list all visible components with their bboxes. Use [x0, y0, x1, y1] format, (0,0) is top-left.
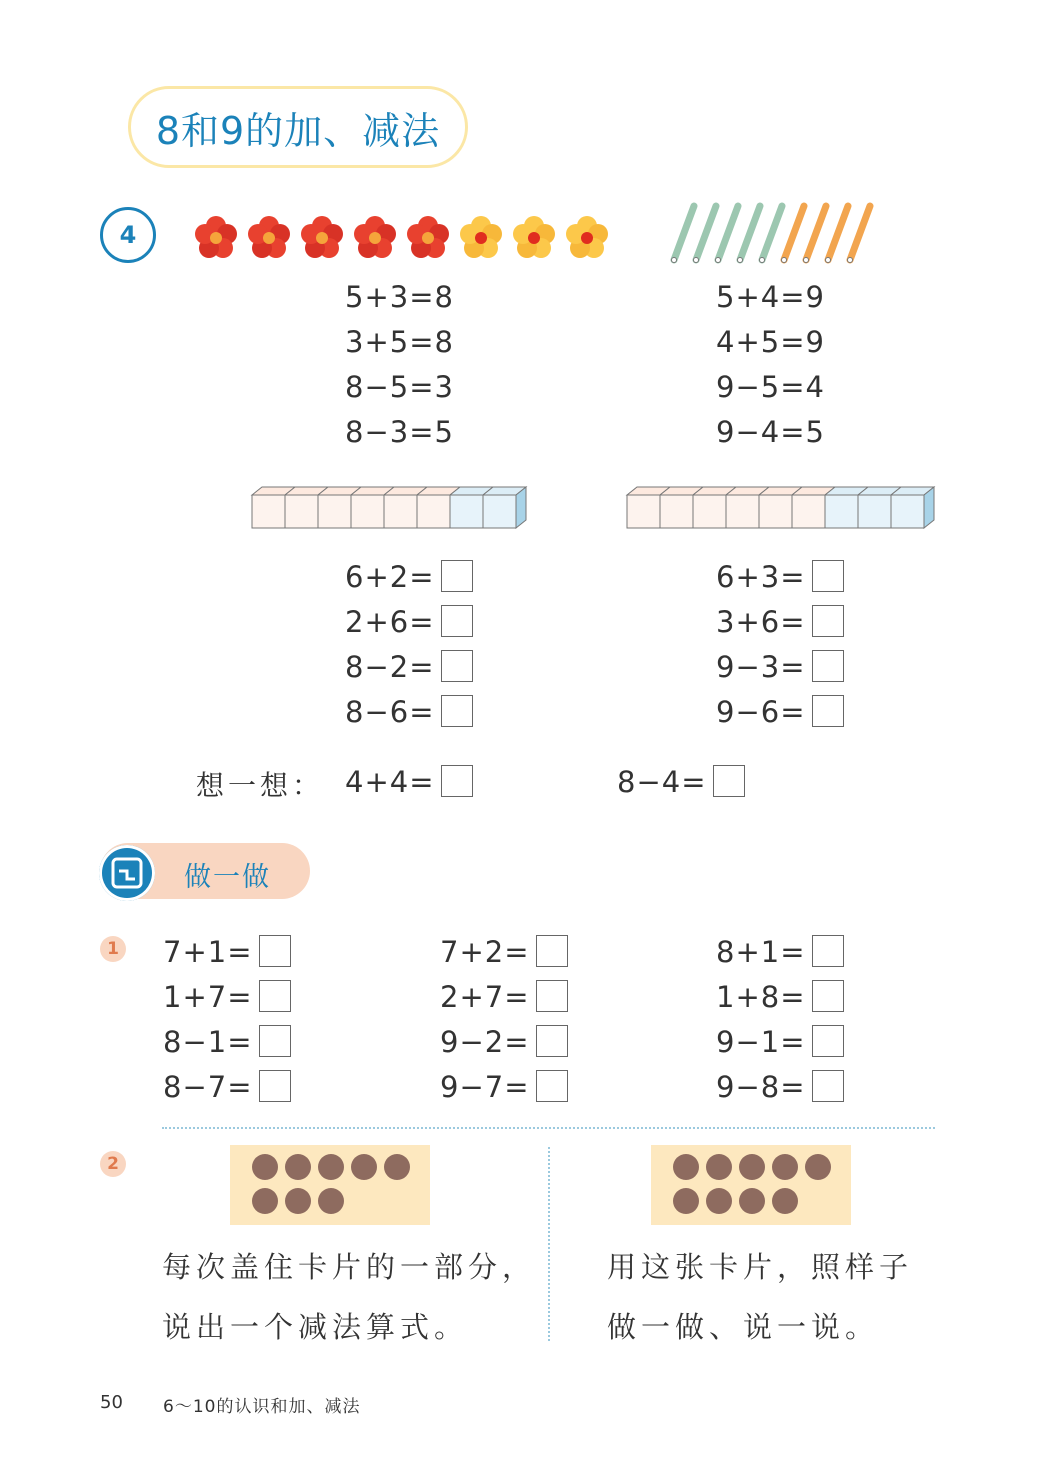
equation: 5+4=9	[716, 280, 825, 314]
do-section-icon	[99, 845, 155, 901]
fill-equation	[716, 555, 844, 600]
answer-box[interactable]	[441, 560, 473, 592]
answer-box[interactable]	[536, 935, 568, 967]
green-stick	[696, 206, 716, 260]
cube-icon	[99, 845, 155, 901]
answer-box[interactable]	[812, 695, 844, 727]
fill-equation	[440, 975, 568, 1020]
equation: 8−5=3	[345, 370, 454, 404]
fill-equation	[716, 975, 844, 1020]
chapter-title: 6～10的认识和加、减法	[163, 1397, 361, 1417]
fill-equation	[345, 600, 473, 645]
think-equation-2	[617, 760, 745, 805]
counter-dot	[318, 1154, 344, 1180]
equations-right	[716, 275, 825, 455]
equation-text: 8−7=	[163, 1070, 253, 1104]
fill-equation	[163, 930, 291, 975]
fill-equation	[440, 1065, 568, 1110]
text-line: 说出一个减法算式。	[162, 1310, 469, 1344]
fill-equation	[440, 930, 568, 975]
equation: 9−4=5	[716, 415, 825, 449]
answer-box[interactable]	[812, 605, 844, 637]
equation: 5+3=8	[345, 280, 454, 314]
answer-box[interactable]	[259, 1070, 291, 1102]
answer-box[interactable]	[812, 1070, 844, 1102]
equation-text: 9−6=	[716, 695, 806, 729]
answer-box[interactable]	[812, 980, 844, 1012]
counter-dot	[252, 1188, 278, 1214]
answer-box[interactable]	[259, 935, 291, 967]
answer-box[interactable]	[536, 1025, 568, 1057]
counter-dot	[351, 1154, 377, 1180]
think-label: 想一想：	[196, 769, 325, 802]
counter-dot	[285, 1154, 311, 1180]
equation-text: 8−2=	[345, 650, 435, 684]
instruction-left	[162, 1237, 536, 1357]
dots-left	[230, 1145, 430, 1225]
answer-box[interactable]	[441, 650, 473, 682]
equation: 3+5=8	[345, 325, 454, 359]
counter-dot	[739, 1154, 765, 1180]
counter-dot	[285, 1188, 311, 1214]
answer-box[interactable]	[713, 765, 745, 797]
equation: 4+5=9	[716, 325, 825, 359]
yellow-flower	[513, 216, 555, 258]
equation-text: 8−4=	[617, 765, 707, 799]
ex1-col2	[440, 930, 568, 1110]
fill-equation	[163, 1020, 291, 1065]
fill-left	[345, 555, 473, 735]
counter-dot	[772, 1154, 798, 1180]
instruction-right	[607, 1237, 913, 1357]
equation-text: 8+1=	[716, 935, 806, 969]
equation-text: 6+2=	[345, 560, 435, 594]
answer-box[interactable]	[259, 980, 291, 1012]
equation-text: 9−3=	[716, 650, 806, 684]
equation-text: 4+4=	[345, 765, 435, 799]
text-line: 做一做、说一说。	[607, 1310, 880, 1344]
example-badge: 4	[100, 207, 156, 263]
fill-equation	[345, 645, 473, 690]
counter-dot	[252, 1154, 278, 1180]
answer-box[interactable]	[536, 1070, 568, 1102]
green-stick	[674, 206, 694, 260]
equation-text: 9−1=	[716, 1025, 806, 1059]
counter-dot	[805, 1154, 831, 1180]
fill-equation	[716, 690, 844, 735]
yellow-flower	[460, 216, 502, 258]
ex1-col3	[716, 930, 844, 1110]
counter-dot	[384, 1154, 410, 1180]
fill-equation	[163, 1065, 291, 1110]
equation-text: 9−2=	[440, 1025, 530, 1059]
red-flower	[354, 216, 396, 258]
equation: 9−5=4	[716, 370, 825, 404]
answer-box[interactable]	[812, 560, 844, 592]
answer-box[interactable]	[441, 605, 473, 637]
answer-box[interactable]	[441, 765, 473, 797]
dot-card-right	[651, 1145, 851, 1225]
fill-equation	[716, 930, 844, 975]
fill-equation	[163, 975, 291, 1020]
equation-text: 1+8=	[716, 980, 806, 1014]
green-stick	[762, 206, 782, 260]
equation-text: 3+6=	[716, 605, 806, 639]
lesson-title: 8和9的加、减法	[128, 86, 468, 168]
equation-text: 7+2=	[440, 935, 530, 969]
red-flower	[407, 216, 449, 258]
equation-text: 2+6=	[345, 605, 435, 639]
equation-text: 8−1=	[163, 1025, 253, 1059]
fill-equation	[440, 1020, 568, 1065]
red-flower	[248, 216, 290, 258]
fill-equation	[716, 1020, 844, 1065]
red-flower	[195, 216, 237, 258]
counter-dot	[739, 1188, 765, 1214]
counter-dot	[706, 1154, 732, 1180]
equation-text: 2+7=	[440, 980, 530, 1014]
fill-equation	[345, 690, 473, 735]
counter-dot	[673, 1188, 699, 1214]
horizontal-divider	[162, 1127, 935, 1129]
equation-text: 9−8=	[716, 1070, 806, 1104]
orange-stick	[806, 206, 826, 260]
answer-box[interactable]	[536, 980, 568, 1012]
do-section-label: 做一做	[184, 862, 271, 893]
fill-equation	[716, 1065, 844, 1110]
answer-box[interactable]	[812, 935, 844, 967]
orange-stick	[828, 206, 848, 260]
orange-stick	[784, 206, 804, 260]
equation-text: 1+7=	[163, 980, 253, 1014]
think-equation-1	[345, 760, 473, 805]
dot-card-left	[230, 1145, 430, 1225]
equation-text: 7+1=	[163, 935, 253, 969]
counter-dot	[772, 1188, 798, 1214]
answer-box[interactable]	[812, 650, 844, 682]
cubes-right	[625, 483, 945, 533]
fill-equation	[716, 645, 844, 690]
equation-text: 6+3=	[716, 560, 806, 594]
fill-equation	[716, 600, 844, 645]
flowers-illustration	[190, 210, 615, 266]
fill-right	[716, 555, 844, 735]
counter-dot	[318, 1188, 344, 1214]
answer-box[interactable]	[259, 1025, 291, 1057]
exercise-badge: 2	[100, 1151, 126, 1177]
equations-left	[345, 275, 454, 455]
cubes-left	[250, 483, 535, 533]
page-number: 50	[100, 1392, 123, 1413]
equation: 8−3=5	[345, 415, 454, 449]
green-stick	[740, 206, 760, 260]
answer-box[interactable]	[441, 695, 473, 727]
answer-box[interactable]	[812, 1025, 844, 1057]
green-stick	[718, 206, 738, 260]
dots-right	[651, 1145, 851, 1225]
counter-dot	[706, 1188, 732, 1214]
red-flower	[301, 216, 343, 258]
yellow-flower	[566, 216, 608, 258]
equation-text: 8−6=	[345, 695, 435, 729]
text-line: 每次盖住卡片的一部分，	[162, 1250, 537, 1284]
equation-text: 9−7=	[440, 1070, 530, 1104]
text-line: 用这张卡片，照样子	[607, 1250, 914, 1284]
fill-equation	[345, 555, 473, 600]
counter-dot	[673, 1154, 699, 1180]
orange-stick	[850, 206, 870, 260]
sticks-illustration	[668, 200, 883, 270]
vertical-divider	[548, 1147, 550, 1341]
ex1-col1	[163, 930, 291, 1110]
exercise-badge: 1	[100, 936, 126, 962]
